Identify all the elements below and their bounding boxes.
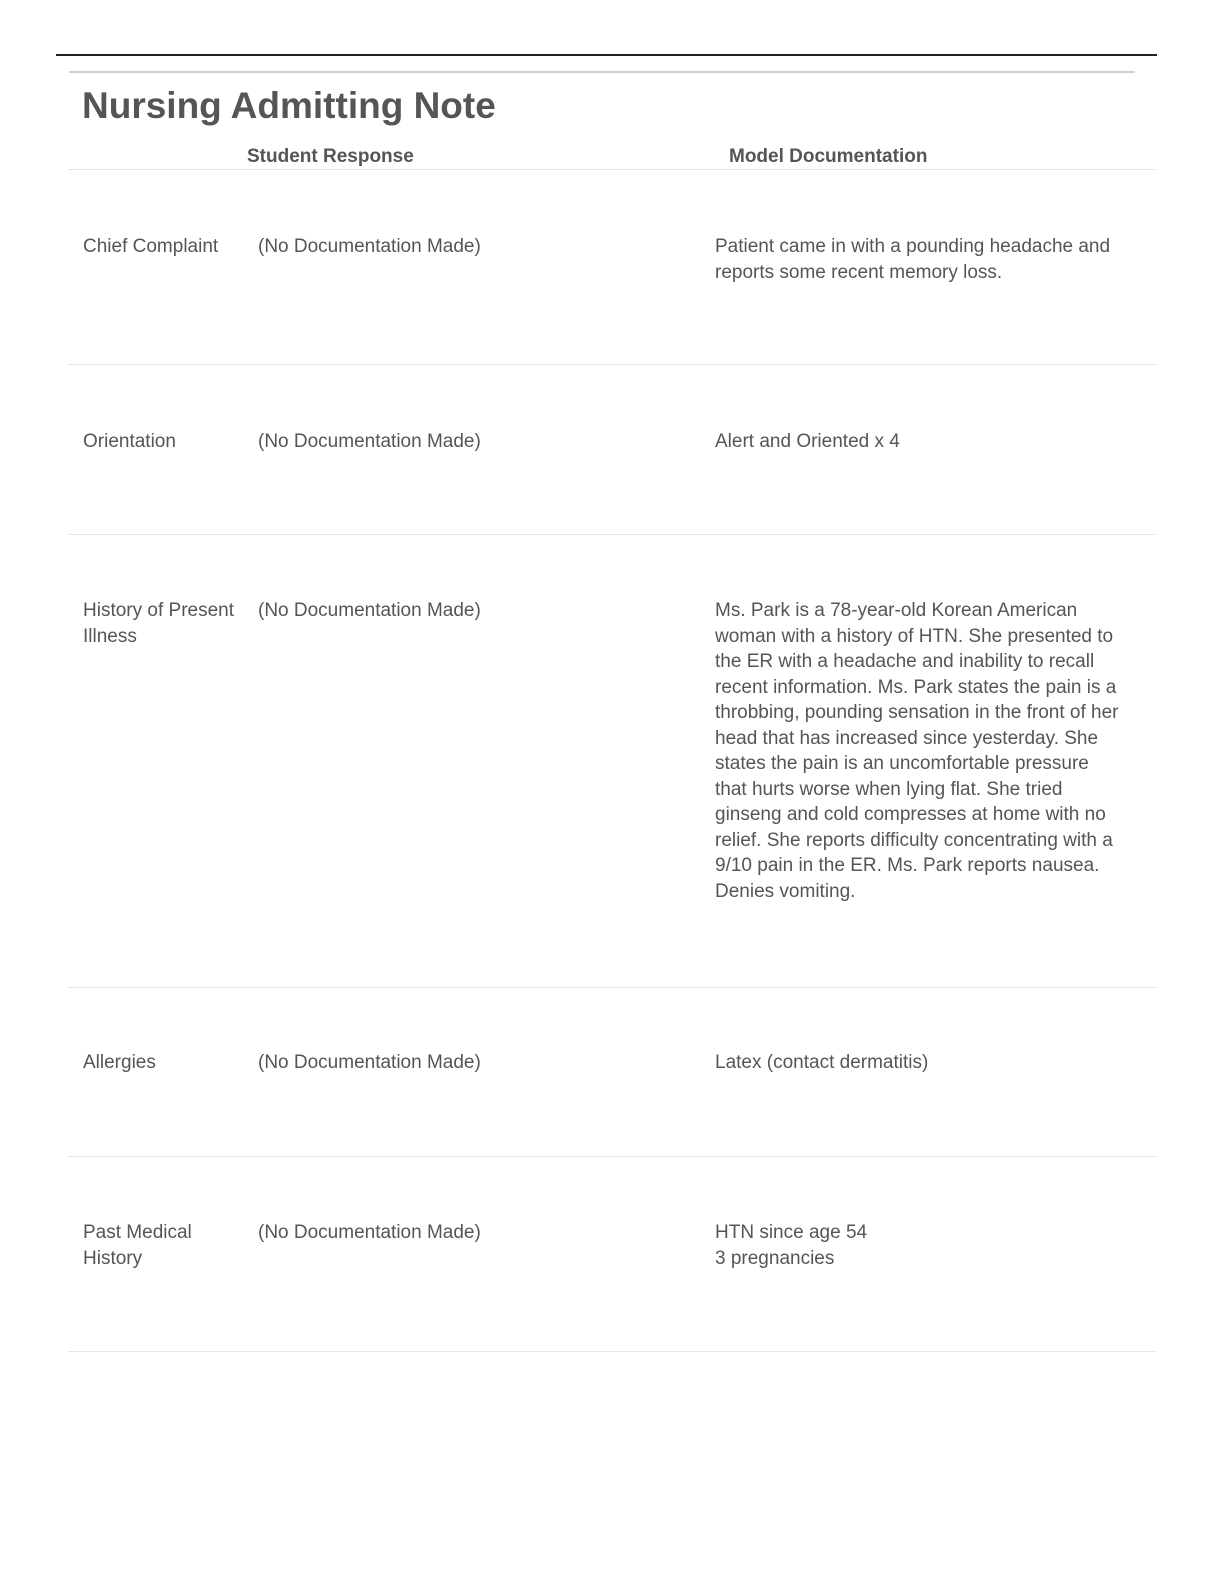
header-divider bbox=[69, 169, 1156, 170]
row-label: Orientation bbox=[83, 431, 176, 452]
model-text-line: Patient came in with a pounding headache and bbox=[715, 236, 1111, 257]
model-text-line: Denies vomiting. bbox=[715, 880, 856, 902]
model-text-line: that hurts worse when lying flat. She tried bbox=[715, 778, 1063, 800]
model-text-line: Ms. Park is a 78-year-old Korean American bbox=[715, 600, 1078, 621]
note-row-history-of-present-illness bbox=[69, 598, 1156, 988]
row-label: History of Present Illness bbox=[83, 600, 234, 647]
student-response-value: (No Documentation Made) bbox=[258, 431, 481, 452]
model-text-line: head that has increased since yesterday. She bbox=[715, 727, 1099, 749]
title-underline bbox=[69, 71, 1135, 73]
model-text-line: HTN since age 54 bbox=[715, 1222, 868, 1243]
row-label: Past Medical History bbox=[83, 1222, 192, 1269]
note-row-orientation bbox=[69, 429, 1156, 535]
model-text-line: Latex (contact dermatitis) bbox=[715, 1052, 929, 1073]
model-text-line: the ER with a headache and inability to recall bbox=[715, 651, 1095, 672]
model-text-line: relief. She reports difficulty concentrating with a bbox=[715, 829, 1113, 851]
note-row-chief-complaint bbox=[69, 234, 1156, 365]
student-response-value: (No Documentation Made) bbox=[258, 236, 481, 257]
model-text-line: recent information. Ms. Park states the pain is a bbox=[715, 676, 1117, 698]
row-label: Chief Complaint bbox=[83, 236, 219, 257]
model-text-line: woman with a history of HTN. She presented to bbox=[715, 625, 1114, 647]
model-text-line: ginseng and cold compresses at home with no bbox=[715, 804, 1106, 825]
note-row-past-medical-history bbox=[69, 1220, 1156, 1352]
model-text-line: throbbing, pounding sensation in the front of her bbox=[715, 702, 1119, 723]
model-documentation-value bbox=[715, 234, 1145, 285]
model-text-line: reports some recent memory loss. bbox=[715, 261, 1003, 283]
student-response-value: (No Documentation Made) bbox=[258, 1052, 481, 1073]
model-documentation-header: Model Documentation bbox=[729, 146, 928, 167]
model-documentation-value bbox=[715, 598, 1145, 904]
note-row-allergies bbox=[69, 1050, 1156, 1157]
model-documentation-value bbox=[715, 429, 1145, 455]
student-response-header: Student Response bbox=[247, 146, 414, 167]
model-text-line: Alert and Oriented x 4 bbox=[715, 431, 900, 452]
top-rule bbox=[56, 54, 1157, 56]
student-response-value: (No Documentation Made) bbox=[258, 600, 481, 621]
model-text-line: states the pain is an uncomfortable pressure bbox=[715, 753, 1089, 774]
model-documentation-value bbox=[715, 1220, 1145, 1271]
model-text-line: 9/10 pain in the ER. Ms. Park reports nausea. bbox=[715, 855, 1100, 876]
model-documentation-value bbox=[715, 1050, 1145, 1076]
student-response-value: (No Documentation Made) bbox=[258, 1222, 481, 1243]
model-text-line: 3 pregnancies bbox=[715, 1247, 835, 1269]
page-title: Nursing Admitting Note bbox=[82, 85, 496, 126]
row-label: Allergies bbox=[83, 1052, 156, 1073]
